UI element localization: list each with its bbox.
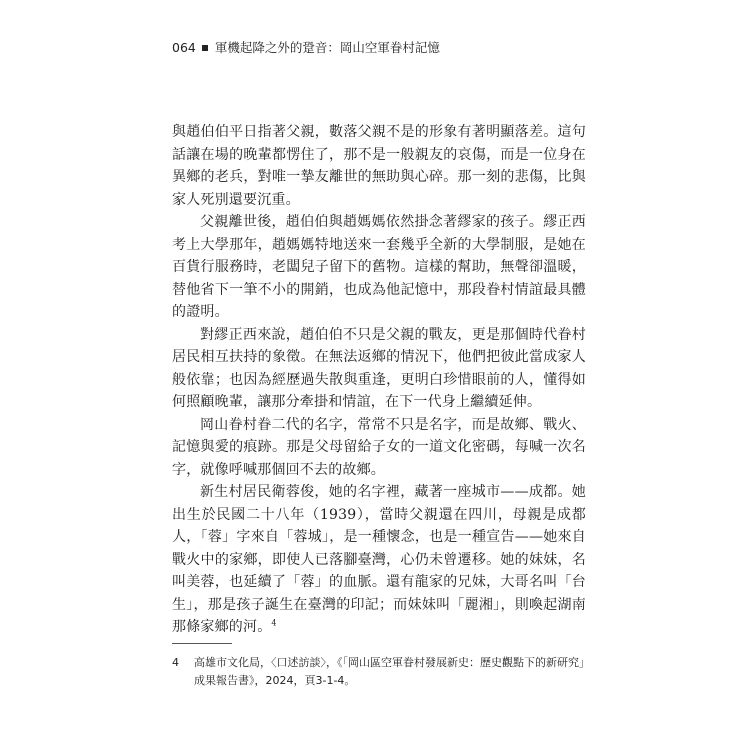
page-number: 064	[172, 40, 196, 55]
paragraph: 父親離世後，趙伯伯與趙媽媽依然掛念著繆家的孩子。繆正西考上大學那年，趙媽媽特地送來一套幾乎全新的大學制服，是她在百貨行服務時，老闆兒子留下的舊物。這樣的幫助，無聲卻溫暖，替他省下一筆不小的開銷，也成為他記憶中，那段眷村情誼最具體的證明。	[172, 214, 586, 320]
footnote-number: 4	[172, 656, 179, 669]
running-header	[172, 38, 440, 56]
footnote	[172, 654, 592, 690]
paragraph-text: 新生村居民衛蓉俊，她的名字裡，藏著一座城市——成都。她出生於民國二十八年（1939），當時父親還在四川，母親是成都人，「蓉」字來自「蓉城」，是一種懷念，也是一種宣告——她來自戰火中的家鄉，即使人已落腳臺灣，心仍未曾遷移。她的妹妹，名叫美蓉，也延續了「蓉」的血脈。還有龍家的兄妹，大哥名叫「台生」，那是孩子誕生在臺灣的印記；而妹妹叫「麗湘」，則喚起湖南那條家鄉的河。	[172, 484, 586, 635]
body-text	[172, 121, 586, 639]
header-separator-icon	[202, 45, 208, 51]
footnote-reference: 4	[271, 618, 277, 628]
footnote-divider	[172, 643, 232, 644]
paragraph: 與趙伯伯平日指著父親，數落父親不是的形象有著明顯落差。這句話讓在場的晚輩都愣住了，那不是一般親友的哀傷，而是一位身在異鄉的老兵，對唯一摯友離世的無助與心碎。那一刻的悲傷，比與家人死別還要沉重。	[172, 124, 586, 208]
book-title: 軍機起降之外的跫音：岡山空軍眷村記憶	[214, 40, 440, 55]
footnote-text: 高雄市文化局，〈口述訪談〉，《「岡山區空軍眷村發展新史：歷史觀點下的新研究」成果報告書》，2024，頁3-1-4。	[194, 656, 590, 687]
paragraph: 對繆正西來說，趙伯伯不只是父親的戰友，更是那個時代眷村居民相互扶持的象徵。在無法返鄉的情況下，他們把彼此當成家人般依靠；也因為經歷過失散與重逢，更明白珍惜眼前的人，懂得如何照顧晚輩，讓那分牽掛和情誼，在下一代身上繼續延伸。	[172, 326, 586, 410]
paragraph-with-note	[172, 481, 586, 639]
paragraph: 岡山眷村眷二代的名字，常常不只是名字，而是故鄉、戰火、記憶與愛的痕跡。那是父母留給子女的一道文化密碼，每喊一次名字，就像呼喊那個回不去的故鄉。	[172, 416, 586, 478]
